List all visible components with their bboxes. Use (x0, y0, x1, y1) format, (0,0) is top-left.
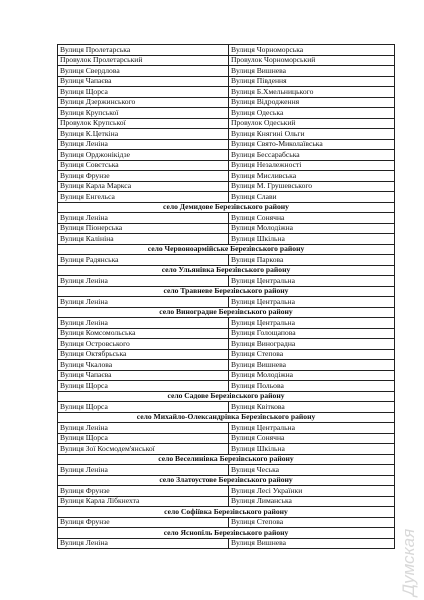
table-row (58, 150, 395, 161)
old-street-name: Вулиця К.Цеткіна (58, 129, 229, 140)
old-street-name: Вулиця Щорса (58, 402, 229, 413)
settlement-title: село Ульянівка Березівського району (58, 265, 395, 276)
section-header-row (58, 286, 395, 297)
table-row (58, 45, 395, 56)
new-street-name: Вулиця Молодіжна (229, 223, 395, 234)
new-street-name: Вулиця Одеська (229, 108, 395, 119)
old-street-name: Вулиця Фрунзе (58, 517, 229, 528)
table-row (58, 213, 395, 224)
table-row (58, 118, 395, 129)
old-street-name: Вулиця Чкалова (58, 360, 229, 371)
new-street-name: Вулиця Чорноморська (229, 45, 395, 56)
new-street-name: Вулиця Центральна (229, 276, 395, 287)
new-street-name: Вулиця Паркова (229, 255, 395, 266)
table-row (58, 381, 395, 392)
old-street-name: Вулиця Пролетарська (58, 45, 229, 56)
old-street-name: Провулок Пролетарський (58, 55, 229, 66)
new-street-name: Провулок Одеський (229, 118, 395, 129)
new-street-name: Вулиця Свято-Миколаївська (229, 139, 395, 150)
settlement-title: село Демидове Березівського району (58, 202, 395, 213)
table-row (58, 444, 395, 455)
new-street-name: Вулиця М. Грушевського (229, 181, 395, 192)
new-street-name: Вулиця Княгині Ольги (229, 129, 395, 140)
old-street-name: Вулиця Леніна (58, 423, 229, 434)
new-street-name: Вулиця Вишнева (229, 360, 395, 371)
new-street-name: Вулиця Чеська (229, 465, 395, 476)
new-street-name: Вулиця Центральна (229, 318, 395, 329)
settlement-title: село Яснопіль Березівського району (58, 528, 395, 539)
old-street-name: Вулиця Карла Лібкнехта (58, 496, 229, 507)
new-street-name: Вулиця Голощапова (229, 328, 395, 339)
old-street-name: Вулиця Карла Маркса (58, 181, 229, 192)
section-header-row (58, 244, 395, 255)
old-street-name: Вулиця Леніна (58, 139, 229, 150)
old-street-name: Вулиця Щорса (58, 87, 229, 98)
old-street-name: Вулиця Щорса (58, 381, 229, 392)
table-row (58, 171, 395, 182)
table-row (58, 87, 395, 98)
section-header-row (58, 507, 395, 518)
new-street-name: Вулиця Сонячна (229, 213, 395, 224)
old-street-name: Вулиця Піонерська (58, 223, 229, 234)
table-row (58, 234, 395, 245)
table-row (58, 76, 395, 87)
settlement-title: село Веселинівка Березівського району (58, 454, 395, 465)
new-street-name: Вулиця Вишнева (229, 538, 395, 549)
section-header-row (58, 412, 395, 423)
old-street-name: Провулок Крупської (58, 118, 229, 129)
new-street-name: Вулиця Центральна (229, 297, 395, 308)
settlement-title: село Златоустове Березівського району (58, 475, 395, 486)
settlement-title: село Михайло-Олександрівка Березівського району (58, 412, 395, 423)
new-street-name: Вулиця Лиманська (229, 496, 395, 507)
new-street-name: Вулиця Степова (229, 349, 395, 360)
new-street-name: Вулиця Відродження (229, 97, 395, 108)
table-row (58, 318, 395, 329)
table-row (58, 66, 395, 77)
old-street-name: Вулиця Островського (58, 339, 229, 350)
old-street-name: Вулиця Совєтська (58, 160, 229, 171)
new-street-name: Вулиця Бессарабська (229, 150, 395, 161)
old-street-name: Вулиця Крупської (58, 108, 229, 119)
table-row (58, 486, 395, 497)
old-street-name: Вулиця Леніна (58, 538, 229, 549)
new-street-name: Вулиця Вишнева (229, 66, 395, 77)
table-body (58, 45, 395, 549)
table-row (58, 349, 395, 360)
old-street-name: Вулиця Леніна (58, 276, 229, 287)
old-street-name: Вулиця Леніна (58, 318, 229, 329)
new-street-name: Вулиця Шкільна (229, 234, 395, 245)
table-row (58, 423, 395, 434)
table-row (58, 370, 395, 381)
new-street-name: Вулиця Виноградна (229, 339, 395, 350)
old-street-name: Вулиця Орджонікідзе (58, 150, 229, 161)
old-street-name: Вулиця Леніна (58, 213, 229, 224)
table-row (58, 433, 395, 444)
watermark-logo (394, 508, 422, 598)
old-street-name: Вулиця Октябрьська (58, 349, 229, 360)
table-row (58, 465, 395, 476)
old-street-name: Вулиця Калініна (58, 234, 229, 245)
old-street-name: Вулиця Щорса (58, 433, 229, 444)
table-row (58, 360, 395, 371)
new-street-name: Вулиця Сонячна (229, 433, 395, 444)
new-street-name: Вулиця Шкільна (229, 444, 395, 455)
old-street-name: Вулиця Леніна (58, 297, 229, 308)
new-street-name: Вулиця Польова (229, 381, 395, 392)
old-street-name: Вулиця Чапаєва (58, 370, 229, 381)
table-row (58, 402, 395, 413)
new-street-name: Вулиця Квіткова (229, 402, 395, 413)
new-street-name: Вулиця Центральна (229, 423, 395, 434)
old-street-name: Вулиця Чапаєва (58, 76, 229, 87)
table-row (58, 255, 395, 266)
new-street-name: Вулиця Лесі Українки (229, 486, 395, 497)
watermark-text: Думская (399, 528, 418, 596)
table-row (58, 97, 395, 108)
table-row (58, 160, 395, 171)
table-row (58, 538, 395, 549)
new-street-name: Вулиця Молодіжна (229, 370, 395, 381)
new-street-name: Вулиця Степова (229, 517, 395, 528)
old-street-name: Вулиця Фрунзе (58, 171, 229, 182)
new-street-name: Вулиця Мисливська (229, 171, 395, 182)
old-street-name: Вулиця Свердлова (58, 66, 229, 77)
new-street-name: Вулиця Південня (229, 76, 395, 87)
table-row (58, 55, 395, 66)
old-street-name: Вулиця Комсомольська (58, 328, 229, 339)
settlement-title: село Травневе Березівського району (58, 286, 395, 297)
section-header-row (58, 475, 395, 486)
new-street-name: Вулиця Слави (229, 192, 395, 203)
section-header-row (58, 528, 395, 539)
table-row (58, 181, 395, 192)
table-row (58, 129, 395, 140)
table-row (58, 223, 395, 234)
old-street-name: Вулиця Радянська (58, 255, 229, 266)
settlement-title: село Виноградне Березівського району (58, 307, 395, 318)
new-street-name: Вулиця Незалежності (229, 160, 395, 171)
table-row (58, 496, 395, 507)
new-street-name: Вулиця Б.Хмельницького (229, 87, 395, 98)
section-header-row (58, 202, 395, 213)
settlement-title: село Софіївка Березівського району (58, 507, 395, 518)
table-row (58, 339, 395, 350)
section-header-row (58, 307, 395, 318)
old-street-name: Вулиця Енгельса (58, 192, 229, 203)
table-row (58, 276, 395, 287)
old-street-name: Вулиця Дзержинського (58, 97, 229, 108)
table-row (58, 108, 395, 119)
table-row (58, 192, 395, 203)
settlement-title: село Садове Березівського району (58, 391, 395, 402)
table-row (58, 328, 395, 339)
settlement-title: село Червоноармійське Березівського району (58, 244, 395, 255)
table-row (58, 517, 395, 528)
old-street-name: Вулиця Леніна (58, 465, 229, 476)
street-rename-table (57, 44, 395, 549)
table-row (58, 139, 395, 150)
section-header-row (58, 454, 395, 465)
section-header-row (58, 391, 395, 402)
table-row (58, 297, 395, 308)
old-street-name: Вулиця Фрунзе (58, 486, 229, 497)
section-header-row (58, 265, 395, 276)
old-street-name: Вулиця Зої Космодем'янської (58, 444, 229, 455)
new-street-name: Провулок Чорноморський (229, 55, 395, 66)
